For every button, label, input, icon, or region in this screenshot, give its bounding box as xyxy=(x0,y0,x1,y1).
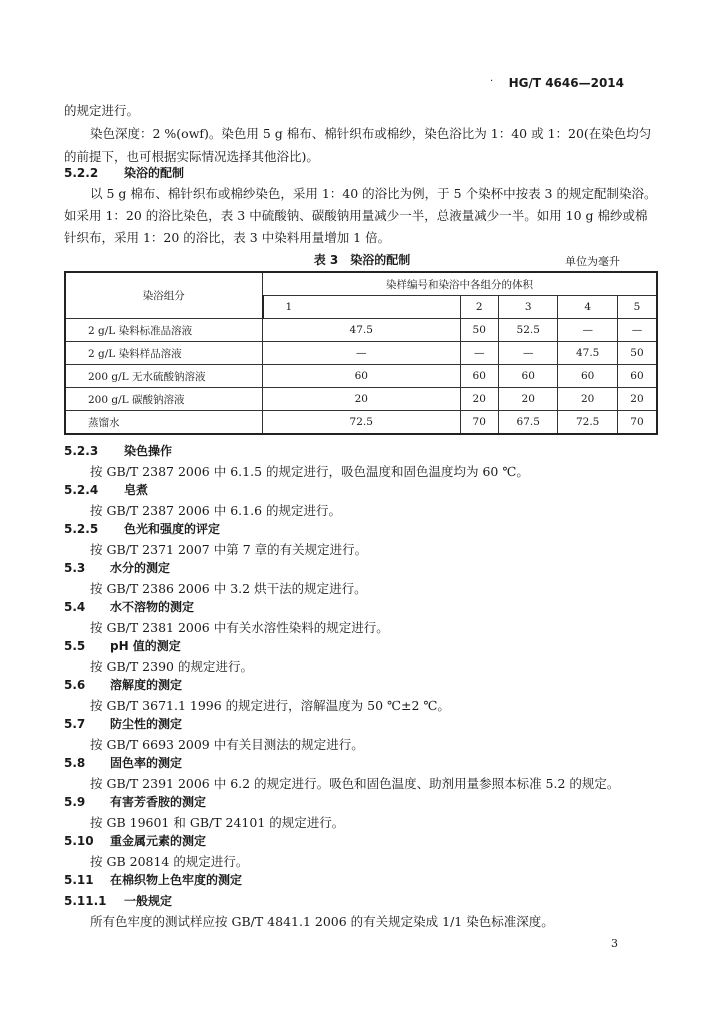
paragraph-line: 染色深度：2 %(owf)。染色用 5 g 棉布、棉针织布或棉纱，染色浴比为 1：40 或 1：20(在染色均匀 xyxy=(90,126,652,141)
section-number: 5.10 xyxy=(64,834,94,848)
section-title: 皂煮 xyxy=(124,483,149,497)
page-number: 3 xyxy=(611,937,618,950)
table-cell: — xyxy=(558,319,617,342)
table-cell: 60 xyxy=(558,365,617,388)
section-heading-5-10 xyxy=(64,832,206,850)
paragraph-line: 按 GB/T 2381 2006 中有关水溶性染料的规定进行。 xyxy=(90,620,389,635)
table-cell: 52.5 xyxy=(498,319,557,342)
section-title: 重金属元素的测定 xyxy=(110,834,207,848)
table-cell: 70 xyxy=(617,411,657,435)
section-title: 染色操作 xyxy=(124,444,173,458)
table-cell: 67.5 xyxy=(498,411,557,435)
section-title: 一般规定 xyxy=(124,894,173,908)
section-heading-5-11-1 xyxy=(64,892,172,910)
section-number: 5.2.2 xyxy=(64,166,99,180)
row-label: 200 g/L 无水硫酸钠溶液 xyxy=(65,365,263,388)
row-label: 蒸馏水 xyxy=(65,411,263,435)
section-title: 水不溶物的测定 xyxy=(110,600,195,614)
header-dot: · xyxy=(490,76,494,87)
paragraph-line: 的前提下，也可根据实际情况选择其他浴比)。 xyxy=(64,149,319,164)
table-cell: 60 xyxy=(498,365,557,388)
standard-number: HG/T 4646—2014 xyxy=(508,76,624,90)
table-cell: — xyxy=(617,319,657,342)
table-row xyxy=(65,319,657,342)
table-row xyxy=(65,365,657,388)
section-heading-5-2-4 xyxy=(64,481,148,499)
section-title: 防尘性的测定 xyxy=(110,717,183,731)
table-cell: 20 xyxy=(460,388,498,411)
table-cell: — xyxy=(263,342,461,365)
table-cell: 20 xyxy=(617,388,657,411)
section-number: 5.11 xyxy=(64,873,94,887)
table-cell: 72.5 xyxy=(558,411,617,435)
table-cell: 20 xyxy=(558,388,617,411)
row-label: 2 g/L 染料样品溶液 xyxy=(65,342,263,365)
section-number: 5.11.1 xyxy=(64,894,107,908)
paragraph-line: 按 GB/T 2371 2007 中第 7 章的有关规定进行。 xyxy=(90,542,368,557)
table-cell: 47.5 xyxy=(558,342,617,365)
section-number: 5.2.3 xyxy=(64,444,99,458)
table-cell: 50 xyxy=(617,342,657,365)
component-header: 染浴组分 xyxy=(65,272,263,319)
section-number: 5.6 xyxy=(64,678,86,692)
paragraph-line: 按 GB/T 2387 2006 中 6.1.6 的规定进行。 xyxy=(90,503,341,518)
paragraph-line: 按 GB/T 2390 的规定进行。 xyxy=(90,659,253,674)
paragraph-line: 针织布，采用 1：20 的浴比，表 3 中染料用量增加 1 倍。 xyxy=(64,230,391,245)
section-heading-5-3 xyxy=(64,559,170,577)
table-cell: 60 xyxy=(460,365,498,388)
section-number: 5.8 xyxy=(64,756,86,770)
paragraph-line: 按 GB/T 2386 2006 中 3.2 烘干法的规定进行。 xyxy=(90,581,367,596)
paragraph-line: 所有色牢度的测试样应按 GB/T 4841.1 2006 的有关规定染成 1/1 染色标准深度。 xyxy=(90,914,554,929)
section-heading-5-8 xyxy=(64,754,182,772)
column-header: 2 xyxy=(460,296,498,319)
section-heading-5-2-5 xyxy=(64,520,220,538)
table-unit: 单位为毫升 xyxy=(565,255,620,268)
table-cell: 20 xyxy=(498,388,557,411)
section-number: 5.7 xyxy=(64,717,86,731)
section-heading-5-7 xyxy=(64,715,182,733)
paragraph-line: 的规定进行。 xyxy=(64,103,140,118)
paragraph-line: 按 GB/T 2387 2006 中 6.1.5 的规定进行，吸色温度和固色温度均为 60 ℃。 xyxy=(90,464,529,479)
row-label: 2 g/L 染料标准品溶液 xyxy=(65,319,263,342)
table-cell: 50 xyxy=(460,319,498,342)
section-number: 5.9 xyxy=(64,795,86,809)
section-number: 5.2.4 xyxy=(64,483,99,497)
section-heading-5-2-2 xyxy=(64,164,184,182)
paragraph-line: 按 GB 19601 和 GB/T 24101 的规定进行。 xyxy=(90,815,345,830)
section-number: 5.5 xyxy=(64,639,86,653)
section-number: 5.4 xyxy=(64,600,86,614)
table-row xyxy=(65,411,657,435)
table-cell: 72.5 xyxy=(263,411,461,435)
paragraph-line: 按 GB/T 3671.1 1996 的规定进行，溶解温度为 50 ℃±2 ℃。 xyxy=(90,698,450,713)
table-cell: 70 xyxy=(460,411,498,435)
section-title: 有害芳香胺的测定 xyxy=(110,795,207,809)
paragraph-line: 按 GB/T 6693 2009 中有关目测法的规定进行。 xyxy=(90,737,364,752)
section-title: 溶解度的测定 xyxy=(110,678,183,692)
row-label: 200 g/L 碳酸钠溶液 xyxy=(65,388,263,411)
table-row xyxy=(65,342,657,365)
group-header: 染样编号和染浴中各组分的体积 xyxy=(263,272,658,296)
table-cell: 47.5 xyxy=(263,319,461,342)
table-cell: 60 xyxy=(617,365,657,388)
dye-bath-table xyxy=(64,271,658,435)
section-title: 染浴的配制 xyxy=(124,166,185,180)
section-heading-5-11 xyxy=(64,871,242,889)
table-row xyxy=(65,388,657,411)
table-cell: — xyxy=(498,342,557,365)
table-cell: 60 xyxy=(263,365,461,388)
section-title: 水分的测定 xyxy=(110,561,171,575)
table-cell: 20 xyxy=(263,388,461,411)
section-number: 5.3 xyxy=(64,561,86,575)
paragraph-line: 如采用 1：20 的浴比染色，表 3 中硫酸钠、碳酸钠用量减少一半，总液量减少一半。如用 10 g 棉纱或棉 xyxy=(64,208,648,223)
section-heading-5-6 xyxy=(64,676,182,694)
paragraph-line: 以 5 g 棉布、棉针织布或棉纱染色，采用 1：40 的浴比为例，于 5 个染杯中按表 3 的规定配制染浴。 xyxy=(90,186,657,201)
section-heading-5-9 xyxy=(64,793,206,811)
section-title: 固色率的测定 xyxy=(110,756,183,770)
column-header: 4 xyxy=(558,296,617,319)
section-title: 在棉织物上色牢度的测定 xyxy=(110,873,243,887)
section-heading-5-5 xyxy=(64,637,181,655)
section-heading-5-2-3 xyxy=(64,442,172,460)
paragraph-line: 按 GB 20814 的规定进行。 xyxy=(90,854,249,869)
section-number: 5.2.5 xyxy=(64,522,99,536)
column-header: 5 xyxy=(617,296,657,319)
section-heading-5-4 xyxy=(64,598,194,616)
column-header: 3 xyxy=(498,296,557,319)
section-title: pH 值的测定 xyxy=(110,639,181,653)
column-header: 1 xyxy=(263,296,461,319)
section-title: 色光和强度的评定 xyxy=(124,522,221,536)
table-caption: 表 3 染浴的配制 xyxy=(313,253,411,267)
paragraph-line: 按 GB/T 2391 2006 中 6.2 的规定进行。吸色和固色温度、助剂用量参照本标准 5.2 的规定。 xyxy=(90,776,620,791)
table-cell: — xyxy=(460,342,498,365)
